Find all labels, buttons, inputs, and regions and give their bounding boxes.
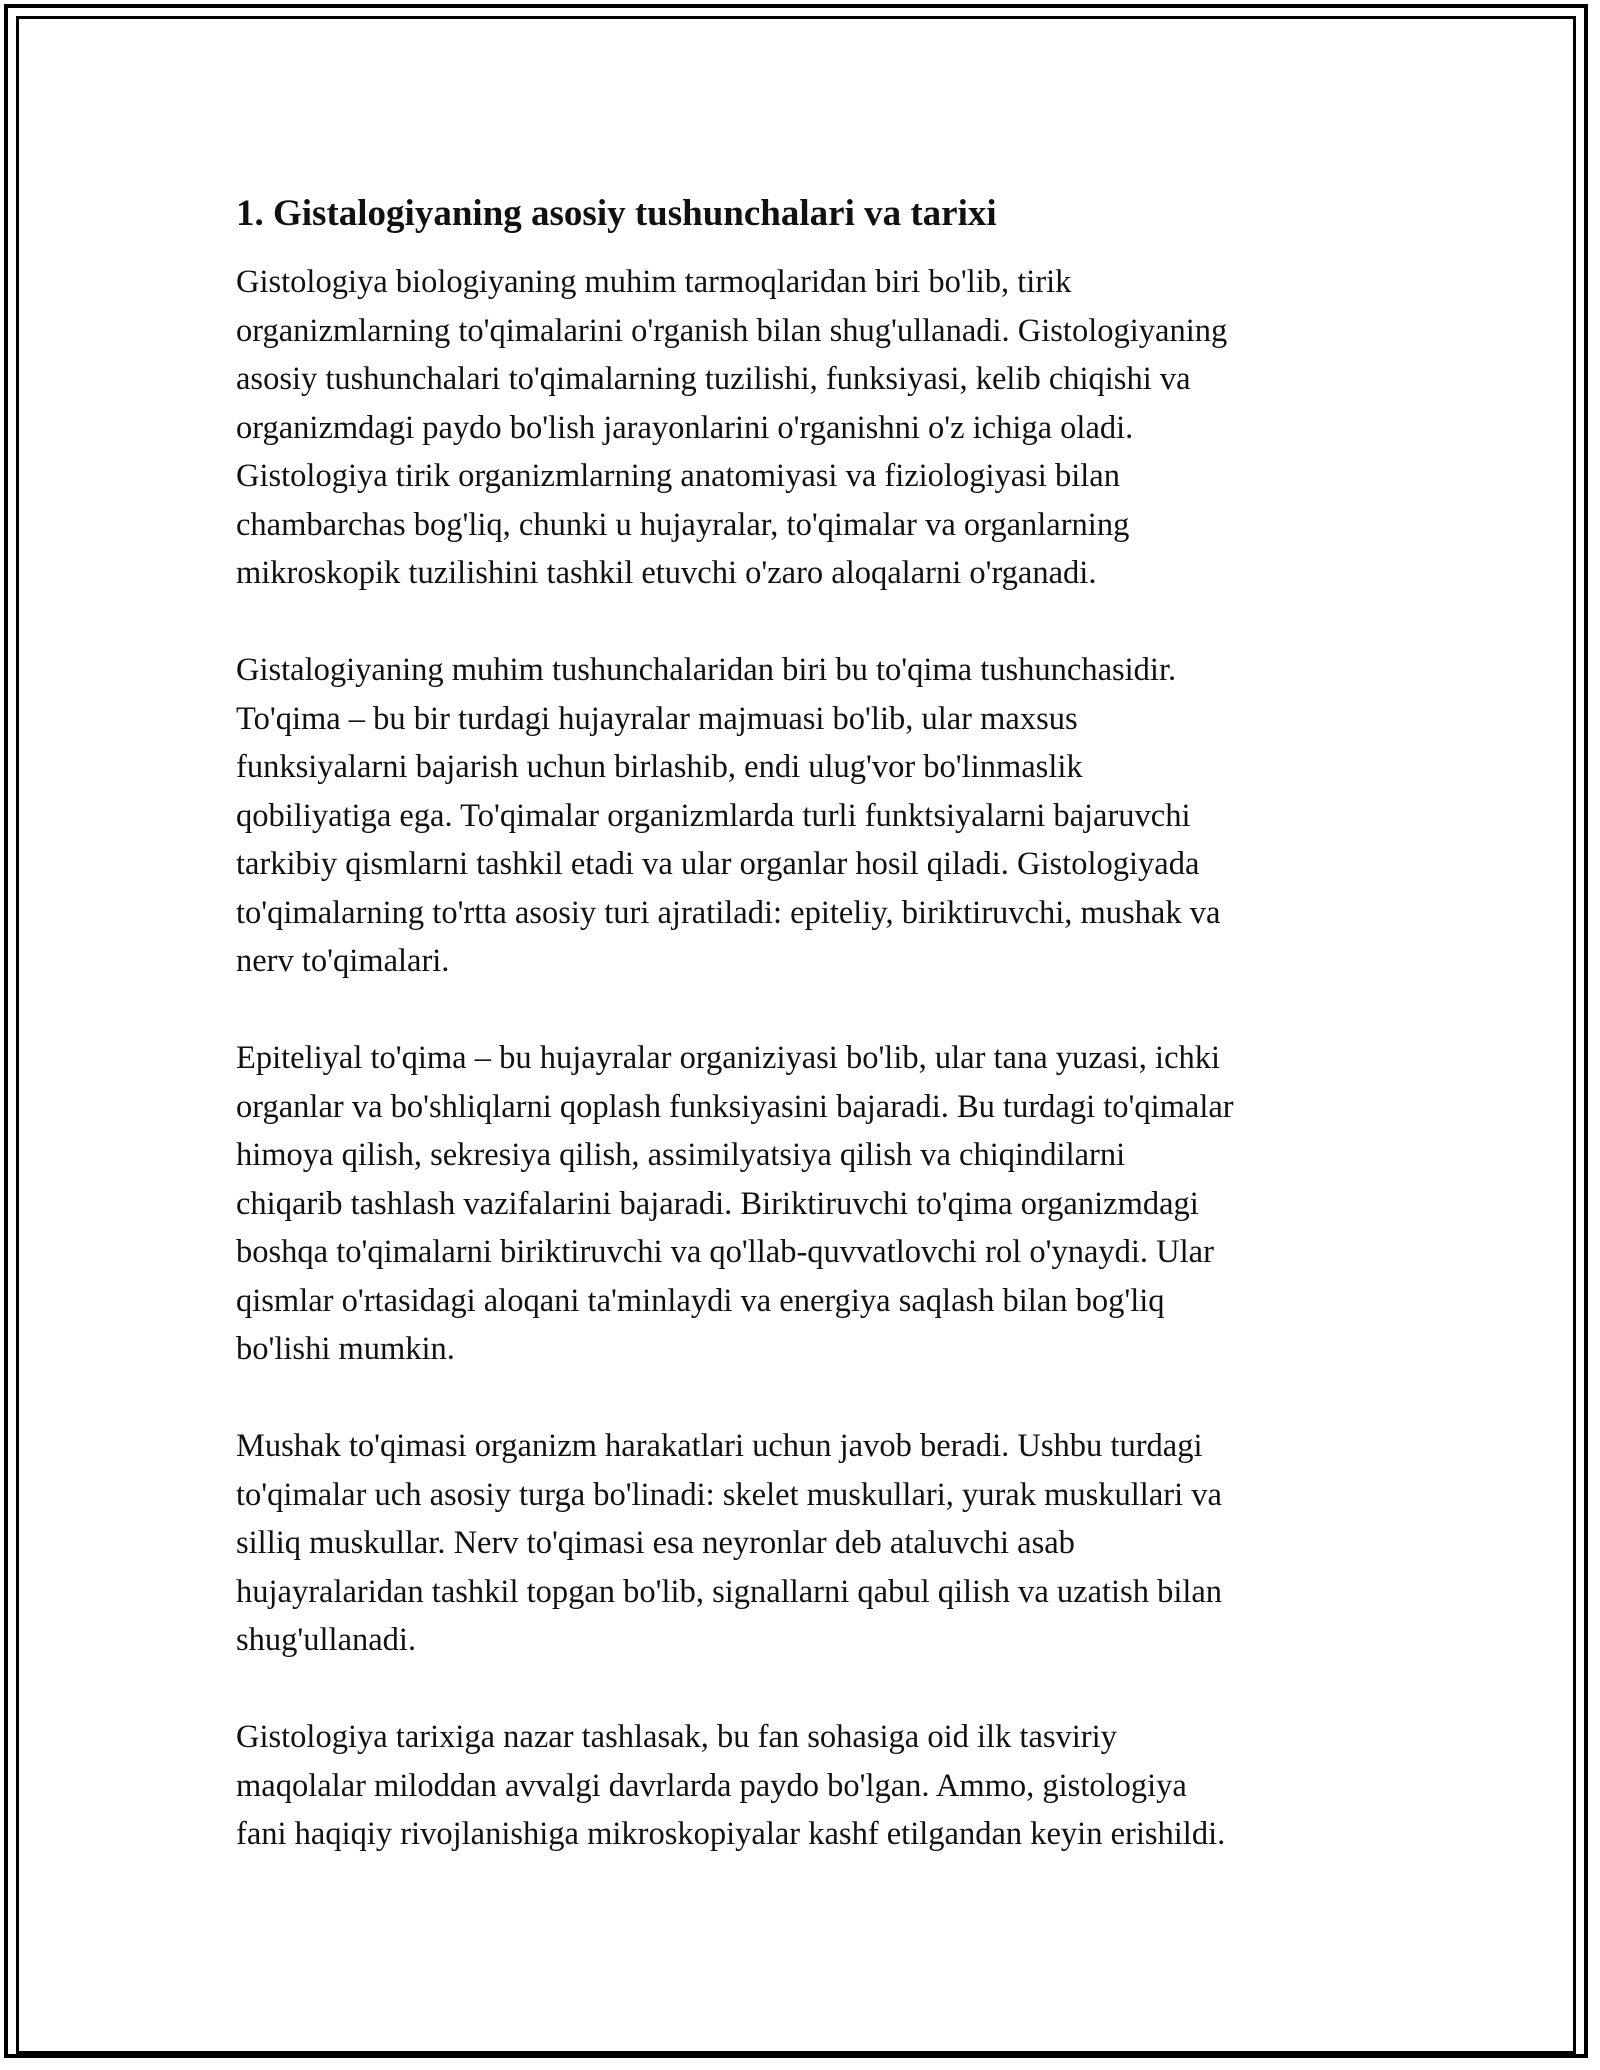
paragraph-line: hujayralaridan tashkil topgan bo'lib, signallarni qabul qilish va uzatish bilan: [236, 1573, 1223, 1610]
paragraph-line: himoya qilish, sekresiya qilish, assimilyatsiya qilish va chiqindilarni: [236, 1137, 1126, 1173]
paragraph-line: silliq muskullar. Nerv to'qimasi esa neyronlar deb ataluvchi asab: [236, 1525, 1075, 1561]
paragraph-line: qismlar o'rtasidagi aloqani ta'minlaydi va energiya saqlash bilan bog'liq: [236, 1282, 1165, 1319]
paragraph-line: to'qimalar uch asosiy turga bo'linadi: skelet muskullari, yurak muskullari va: [236, 1476, 1222, 1513]
page-title: 1. Gistalogiyaning asosiy tushunchalari va tarixi: [236, 193, 997, 234]
paragraph-line: boshqa to'qimalarni biriktiruvchi va qo'llab-quvvatlovchi rol o'ynaydi. Ular: [236, 1234, 1214, 1270]
paragraph-intro: [236, 258, 1366, 598]
paragraph-line: tarkibiy qismlarni tashkil etadi va ular organlar hosil qiladi. Gistologiyada: [236, 846, 1200, 882]
paragraph-line: bo'lishi mumkin.: [236, 1331, 455, 1367]
paragraph-line: qobiliyatiga ega. To'qimalar organizmlarda turli funktsiyalarni bajaruvchi: [236, 797, 1191, 834]
paragraph-tissue-concept: [236, 646, 1366, 986]
paragraph-line: maqolalar miloddan avvalgi davrlarda paydo bo'lgan. Ammo, gistologiya: [236, 1767, 1187, 1804]
document-body: [236, 188, 1366, 1907]
paragraph-line: funksiyalarni bajarish uchun birlashib, endi ulug'vor bo'linmaslik: [236, 749, 1083, 785]
paragraph-line: chiqarib tashlash vazifalarini bajaradi. Biriktiruvchi to'qima organizmdagi: [236, 1185, 1199, 1222]
paragraph-line: Gistalogiyaning muhim tushunchalaridan biri bu to'qima tushunchasidir.: [236, 652, 1177, 688]
paragraph-line: Epiteliyal to'qima – bu hujayralar organiziyasi bo'lib, ular tana yuzasi, ichki: [236, 1040, 1221, 1076]
paragraph-line: organizmlarning to'qimalarini o'rganish bilan shug'ullanadi. Gistologiyaning: [236, 312, 1228, 349]
paragraph-line: to'qimalarning to'rtta asosiy turi ajratiladi: epiteliy, biriktiruvchi, mushak va: [236, 894, 1221, 931]
paragraph-line: shug'ullanadi.: [236, 1622, 417, 1658]
paragraph-line: Gistologiya biologiyaning muhim tarmoqlaridan biri bo'lib, tirik: [236, 264, 1072, 300]
paragraph-line: fani haqiqiy rivojlanishiga mikroskopiyalar kashf etilgandan keyin erishildi.: [236, 1816, 1226, 1852]
paragraph-line: To'qima – bu bir turdagi hujayralar majmuasi bo'lib, ular maxsus: [236, 700, 1078, 737]
paragraph-line: Mushak to'qimasi organizm harakatlari uchun javob beradi. Ushbu turdagi: [236, 1428, 1203, 1464]
paragraph-line: organizmdagi paydo bo'lish jarayonlarini o'rganishni o'z ichiga oladi.: [236, 409, 1134, 446]
paragraph-line: Gistologiya tirik organizmlarning anatomiyasi va fiziologiyasi bilan: [236, 458, 1120, 494]
paragraph-line: organlar va bo'shliqlarni qoplash funksiyasini bajaradi. Bu turdagi to'qimalar: [236, 1088, 1234, 1125]
paragraph-line: mikroskopik tuzilishini tashkil etuvchi o'zaro aloqalarni o'rganadi.: [236, 555, 1097, 591]
paragraph-line: asosiy tushunchalari to'qimalarning tuzilishi, funksiyasi, kelib chiqishi va: [236, 361, 1191, 397]
paragraph-epithelial: [236, 1034, 1366, 1374]
paragraph-line: Gistologiya tarixiga nazar tashlasak, bu fan sohasiga oid ilk tasviriy: [236, 1719, 1117, 1755]
paragraph-history: [236, 1713, 1366, 1859]
paragraph-line: nerv to'qimalari.: [236, 943, 450, 979]
paragraph-muscle-nerve: [236, 1422, 1366, 1665]
paragraph-line: chambarchas bog'liq, chunki u hujayralar, to'qimalar va organlarning: [236, 506, 1130, 543]
